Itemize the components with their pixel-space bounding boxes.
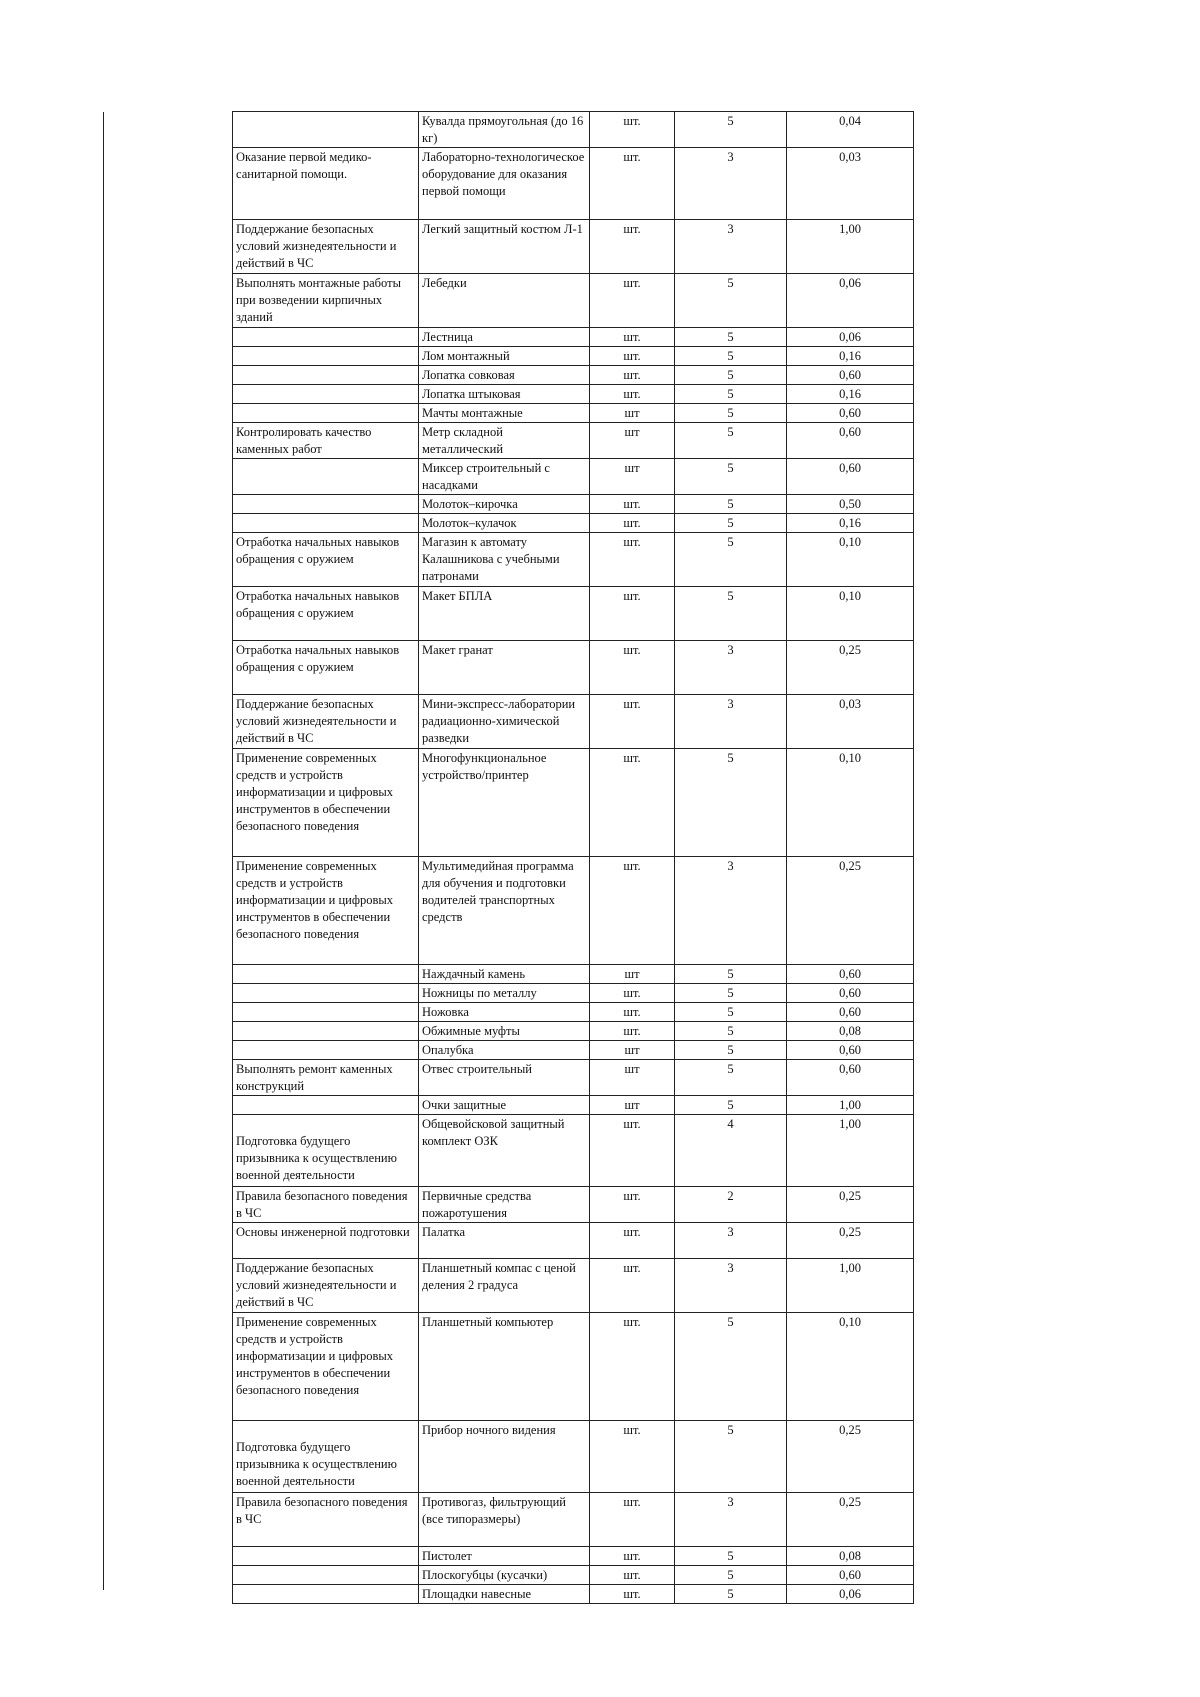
item-name-cell: Многофункциональное устройство/принтер bbox=[419, 749, 590, 857]
quantity-cell: 5 bbox=[675, 347, 787, 366]
section-cell bbox=[233, 514, 419, 533]
unit-cell: шт. bbox=[590, 1313, 675, 1421]
quantity-cell: 3 bbox=[675, 695, 787, 749]
table-row bbox=[233, 514, 914, 533]
item-name-cell: Противогаз, фильтрующий (все типоразмеры) bbox=[419, 1493, 590, 1547]
quantity-cell: 5 bbox=[675, 385, 787, 404]
table-row bbox=[233, 749, 914, 857]
quantity-cell: 3 bbox=[675, 1223, 787, 1259]
item-name-cell: Лом монтажный bbox=[419, 347, 590, 366]
section-cell: Выполнять ремонт каменных конструкций bbox=[233, 1060, 419, 1096]
quantity-cell: 5 bbox=[675, 1003, 787, 1022]
norm-cell: 0,25 bbox=[787, 857, 914, 965]
norm-cell: 1,00 bbox=[787, 1115, 914, 1187]
quantity-cell: 5 bbox=[675, 587, 787, 641]
quantity-cell: 3 bbox=[675, 857, 787, 965]
section-cell bbox=[233, 328, 419, 347]
table-row bbox=[233, 1313, 914, 1421]
page-margin-rule bbox=[103, 112, 104, 1590]
section-cell: Контролировать качество каменных работ bbox=[233, 423, 419, 459]
unit-cell: шт bbox=[590, 1060, 675, 1096]
quantity-cell: 3 bbox=[675, 1493, 787, 1547]
table-row bbox=[233, 459, 914, 495]
unit-cell: шт. bbox=[590, 1115, 675, 1187]
quantity-cell: 5 bbox=[675, 459, 787, 495]
table-row bbox=[233, 1096, 914, 1115]
section-cell: Применение современных средств и устройств информатизации и цифровых инструментов в обеспечении безопасного поведения bbox=[233, 857, 419, 965]
quantity-cell: 5 bbox=[675, 1566, 787, 1585]
table-row bbox=[233, 404, 914, 423]
norm-cell: 0,03 bbox=[787, 148, 914, 220]
unit-cell: шт. bbox=[590, 641, 675, 695]
norm-cell: 0,60 bbox=[787, 366, 914, 385]
norm-cell: 1,00 bbox=[787, 1096, 914, 1115]
table-row bbox=[233, 423, 914, 459]
table-row bbox=[233, 1003, 914, 1022]
item-name-cell: Общевойсковой защитный комплект ОЗК bbox=[419, 1115, 590, 1187]
norm-cell: 0,08 bbox=[787, 1547, 914, 1566]
norm-cell: 0,25 bbox=[787, 1421, 914, 1493]
item-name-cell: Молоток–кирочка bbox=[419, 495, 590, 514]
item-name-cell: Ножницы по металлу bbox=[419, 984, 590, 1003]
norm-cell: 0,10 bbox=[787, 533, 914, 587]
section-cell: Отработка начальных навыков обращения с оружием bbox=[233, 587, 419, 641]
norm-cell: 0,16 bbox=[787, 347, 914, 366]
item-name-cell: Лебедки bbox=[419, 274, 590, 328]
section-cell: Поддержание безопасных условий жизнедеятельности и действий в ЧС bbox=[233, 220, 419, 274]
norm-cell: 0,60 bbox=[787, 1003, 914, 1022]
item-name-cell: Мачты монтажные bbox=[419, 404, 590, 423]
unit-cell: шт. bbox=[590, 1003, 675, 1022]
item-name-cell: Макет гранат bbox=[419, 641, 590, 695]
item-name-cell: Пистолет bbox=[419, 1547, 590, 1566]
unit-cell: шт. bbox=[590, 148, 675, 220]
section-cell: Оказание первой медико-санитарной помощи. bbox=[233, 148, 419, 220]
table-row bbox=[233, 1187, 914, 1223]
table-row bbox=[233, 1115, 914, 1187]
equipment-table-sheet bbox=[232, 111, 913, 1604]
quantity-cell: 5 bbox=[675, 1547, 787, 1566]
item-name-cell: Макет БПЛА bbox=[419, 587, 590, 641]
section-cell: Подготовка будущего призывника к осуществлению военной деятельности bbox=[233, 1115, 419, 1187]
item-name-cell: Отвес строительный bbox=[419, 1060, 590, 1096]
table-row bbox=[233, 148, 914, 220]
table-row bbox=[233, 1493, 914, 1547]
quantity-cell: 3 bbox=[675, 148, 787, 220]
section-cell: Поддержание безопасных условий жизнедеятельности и действий в ЧС bbox=[233, 695, 419, 749]
item-name-cell: Миксер строительный с насадками bbox=[419, 459, 590, 495]
table-row bbox=[233, 695, 914, 749]
norm-cell: 0,60 bbox=[787, 404, 914, 423]
quantity-cell: 5 bbox=[675, 423, 787, 459]
norm-cell: 0,06 bbox=[787, 274, 914, 328]
norm-cell: 0,10 bbox=[787, 1313, 914, 1421]
section-cell bbox=[233, 495, 419, 514]
unit-cell: шт. bbox=[590, 1187, 675, 1223]
unit-cell: шт. bbox=[590, 1585, 675, 1604]
unit-cell: шт. bbox=[590, 112, 675, 148]
norm-cell: 0,04 bbox=[787, 112, 914, 148]
table-row bbox=[233, 1585, 914, 1604]
section-cell bbox=[233, 1566, 419, 1585]
table-row bbox=[233, 984, 914, 1003]
quantity-cell: 5 bbox=[675, 1313, 787, 1421]
unit-cell: шт bbox=[590, 459, 675, 495]
unit-cell: шт. bbox=[590, 857, 675, 965]
section-cell: Правила безопасного поведения в ЧС bbox=[233, 1187, 419, 1223]
table-row bbox=[233, 1060, 914, 1096]
norm-cell: 0,60 bbox=[787, 459, 914, 495]
unit-cell: шт. bbox=[590, 385, 675, 404]
norm-cell: 0,60 bbox=[787, 1566, 914, 1585]
item-name-cell: Площадки навесные bbox=[419, 1585, 590, 1604]
item-name-cell: Лабораторно-технологическое оборудование для оказания первой помощи bbox=[419, 148, 590, 220]
section-cell: Поддержание безопасных условий жизнедеятельности и действий в ЧС bbox=[233, 1259, 419, 1313]
table-row bbox=[233, 1566, 914, 1585]
quantity-cell: 5 bbox=[675, 514, 787, 533]
item-name-cell: Лестница bbox=[419, 328, 590, 347]
unit-cell: шт. bbox=[590, 1421, 675, 1493]
norm-cell: 0,10 bbox=[787, 749, 914, 857]
section-cell bbox=[233, 1096, 419, 1115]
item-name-cell: Магазин к автомату Калашникова с учебными патронами bbox=[419, 533, 590, 587]
table-row bbox=[233, 1223, 914, 1259]
table-row bbox=[233, 857, 914, 965]
table-row bbox=[233, 328, 914, 347]
norm-cell: 0,60 bbox=[787, 965, 914, 984]
unit-cell: шт. bbox=[590, 695, 675, 749]
section-cell: Отработка начальных навыков обращения с оружием bbox=[233, 533, 419, 587]
unit-cell: шт. bbox=[590, 366, 675, 385]
section-cell: Отработка начальных навыков обращения с оружием bbox=[233, 641, 419, 695]
unit-cell: шт. bbox=[590, 495, 675, 514]
unit-cell: шт. bbox=[590, 1566, 675, 1585]
item-name-cell: Плоскогубцы (кусачки) bbox=[419, 1566, 590, 1585]
norm-cell: 0,03 bbox=[787, 695, 914, 749]
unit-cell: шт. bbox=[590, 984, 675, 1003]
unit-cell: шт. bbox=[590, 274, 675, 328]
norm-cell: 0,50 bbox=[787, 495, 914, 514]
table-row bbox=[233, 1041, 914, 1060]
quantity-cell: 4 bbox=[675, 1115, 787, 1187]
table-row bbox=[233, 1259, 914, 1313]
table-row bbox=[233, 112, 914, 148]
norm-cell: 0,06 bbox=[787, 1585, 914, 1604]
unit-cell: шт. bbox=[590, 514, 675, 533]
table-row bbox=[233, 274, 914, 328]
item-name-cell: Первичные средства пожаротушения bbox=[419, 1187, 590, 1223]
unit-cell: шт. bbox=[590, 1022, 675, 1041]
item-name-cell: Мини-экспресс-лаборатории радиационно-химической разведки bbox=[419, 695, 590, 749]
norm-cell: 0,25 bbox=[787, 1187, 914, 1223]
norm-cell: 0,60 bbox=[787, 1060, 914, 1096]
table-row bbox=[233, 1022, 914, 1041]
norm-cell: 0,06 bbox=[787, 328, 914, 347]
norm-cell: 0,08 bbox=[787, 1022, 914, 1041]
unit-cell: шт bbox=[590, 404, 675, 423]
section-cell bbox=[233, 366, 419, 385]
unit-cell: шт bbox=[590, 965, 675, 984]
quantity-cell: 5 bbox=[675, 533, 787, 587]
unit-cell: шт. bbox=[590, 1493, 675, 1547]
section-cell bbox=[233, 347, 419, 366]
section-cell: Применение современных средств и устройств информатизации и цифровых инструментов в обеспечении безопасного поведения bbox=[233, 749, 419, 857]
quantity-cell: 5 bbox=[675, 404, 787, 423]
section-cell: Применение современных средств и устройств информатизации и цифровых инструментов в обеспечении безопасного поведения bbox=[233, 1313, 419, 1421]
unit-cell: шт. bbox=[590, 328, 675, 347]
section-cell bbox=[233, 1547, 419, 1566]
unit-cell: шт bbox=[590, 423, 675, 459]
quantity-cell: 5 bbox=[675, 328, 787, 347]
unit-cell: шт. bbox=[590, 1547, 675, 1566]
table-row bbox=[233, 347, 914, 366]
section-cell bbox=[233, 1022, 419, 1041]
table-row bbox=[233, 1547, 914, 1566]
quantity-cell: 5 bbox=[675, 274, 787, 328]
section-cell bbox=[233, 1041, 419, 1060]
item-name-cell: Мультимедийная программа для обучения и подготовки водителей транспортных средств bbox=[419, 857, 590, 965]
quantity-cell: 5 bbox=[675, 1060, 787, 1096]
item-name-cell: Лопатка штыковая bbox=[419, 385, 590, 404]
section-cell bbox=[233, 112, 419, 148]
norm-cell: 0,10 bbox=[787, 587, 914, 641]
equipment-table bbox=[232, 111, 914, 1604]
section-cell: Выполнять монтажные работы при возведении кирпичных зданий bbox=[233, 274, 419, 328]
item-name-cell: Прибор ночного видения bbox=[419, 1421, 590, 1493]
quantity-cell: 3 bbox=[675, 641, 787, 695]
norm-cell: 0,25 bbox=[787, 1493, 914, 1547]
quantity-cell: 5 bbox=[675, 1022, 787, 1041]
unit-cell: шт. bbox=[590, 533, 675, 587]
quantity-cell: 5 bbox=[675, 1585, 787, 1604]
section-cell bbox=[233, 459, 419, 495]
table-row bbox=[233, 1421, 914, 1493]
section-cell: Правила безопасного поведения в ЧС bbox=[233, 1493, 419, 1547]
quantity-cell: 3 bbox=[675, 220, 787, 274]
norm-cell: 0,60 bbox=[787, 1041, 914, 1060]
item-name-cell: Опалубка bbox=[419, 1041, 590, 1060]
item-name-cell: Наждачный камень bbox=[419, 965, 590, 984]
table-row bbox=[233, 366, 914, 385]
norm-cell: 0,16 bbox=[787, 385, 914, 404]
unit-cell: шт bbox=[590, 1096, 675, 1115]
quantity-cell: 5 bbox=[675, 495, 787, 514]
quantity-cell: 5 bbox=[675, 984, 787, 1003]
quantity-cell: 5 bbox=[675, 366, 787, 385]
quantity-cell: 2 bbox=[675, 1187, 787, 1223]
norm-cell: 0,60 bbox=[787, 984, 914, 1003]
norm-cell: 0,25 bbox=[787, 1223, 914, 1259]
item-name-cell: Планшетный компьютер bbox=[419, 1313, 590, 1421]
quantity-cell: 5 bbox=[675, 965, 787, 984]
section-cell bbox=[233, 1003, 419, 1022]
norm-cell: 0,16 bbox=[787, 514, 914, 533]
section-cell bbox=[233, 965, 419, 984]
item-name-cell: Планшетный компас с ценой деления 2 градуса bbox=[419, 1259, 590, 1313]
quantity-cell: 5 bbox=[675, 112, 787, 148]
unit-cell: шт. bbox=[590, 347, 675, 366]
quantity-cell: 3 bbox=[675, 1259, 787, 1313]
norm-cell: 0,60 bbox=[787, 423, 914, 459]
item-name-cell: Лопатка совковая bbox=[419, 366, 590, 385]
item-name-cell: Обжимные муфты bbox=[419, 1022, 590, 1041]
table-row bbox=[233, 220, 914, 274]
item-name-cell: Очки защитные bbox=[419, 1096, 590, 1115]
item-name-cell: Ножовка bbox=[419, 1003, 590, 1022]
norm-cell: 1,00 bbox=[787, 220, 914, 274]
item-name-cell: Легкий защитный костюм Л-1 bbox=[419, 220, 590, 274]
section-cell bbox=[233, 1585, 419, 1604]
norm-cell: 0,25 bbox=[787, 641, 914, 695]
table-row bbox=[233, 533, 914, 587]
unit-cell: шт. bbox=[590, 220, 675, 274]
norm-cell: 1,00 bbox=[787, 1259, 914, 1313]
quantity-cell: 5 bbox=[675, 1421, 787, 1493]
section-cell: Подготовка будущего призывника к осуществлению военной деятельности bbox=[233, 1421, 419, 1493]
quantity-cell: 5 bbox=[675, 1096, 787, 1115]
unit-cell: шт. bbox=[590, 749, 675, 857]
section-cell bbox=[233, 984, 419, 1003]
section-cell: Основы инженерной подготовки bbox=[233, 1223, 419, 1259]
table-row bbox=[233, 385, 914, 404]
unit-cell: шт. bbox=[590, 1259, 675, 1313]
quantity-cell: 5 bbox=[675, 749, 787, 857]
unit-cell: шт. bbox=[590, 1223, 675, 1259]
equipment-table-body bbox=[233, 112, 914, 1604]
table-row bbox=[233, 965, 914, 984]
item-name-cell: Метр складной металлический bbox=[419, 423, 590, 459]
item-name-cell: Палатка bbox=[419, 1223, 590, 1259]
unit-cell: шт. bbox=[590, 587, 675, 641]
table-row bbox=[233, 587, 914, 641]
item-name-cell: Кувалда прямоугольная (до 16 кг) bbox=[419, 112, 590, 148]
table-row bbox=[233, 495, 914, 514]
unit-cell: шт bbox=[590, 1041, 675, 1060]
table-row bbox=[233, 641, 914, 695]
quantity-cell: 5 bbox=[675, 1041, 787, 1060]
item-name-cell: Молоток–кулачок bbox=[419, 514, 590, 533]
section-cell bbox=[233, 385, 419, 404]
section-cell bbox=[233, 404, 419, 423]
